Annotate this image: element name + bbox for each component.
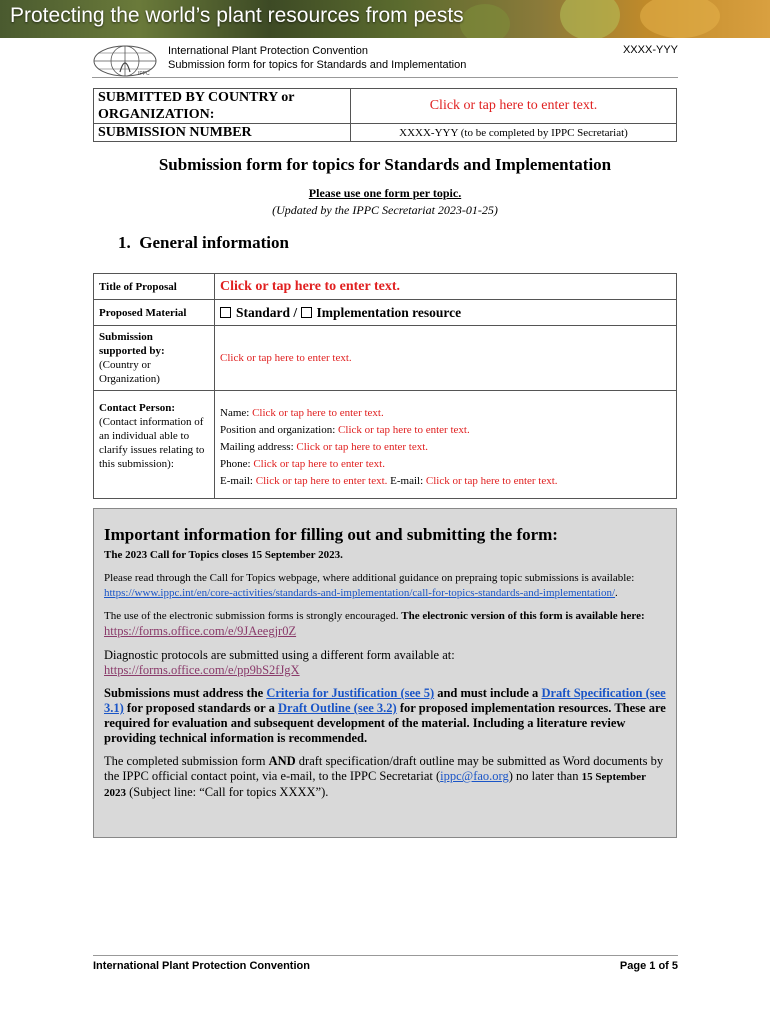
title-input[interactable]: Click or tap here to enter text. bbox=[215, 274, 677, 300]
implementation-checkbox[interactable] bbox=[301, 307, 312, 318]
contact-position-label: Position and organization: bbox=[220, 424, 336, 436]
general-info-table bbox=[93, 273, 677, 499]
submitted-by-label bbox=[94, 89, 351, 124]
implementation-label: Implementation resource bbox=[316, 304, 462, 320]
supported-input[interactable]: Click or tap here to enter text. bbox=[215, 326, 677, 391]
contact-mail-input[interactable]: Click or tap here to enter text. bbox=[296, 441, 429, 453]
contact-email-row bbox=[220, 473, 671, 490]
electronic-text: The use of the electronic submission forms is strongly encouraged. bbox=[104, 610, 402, 622]
contact-name-label: Name: bbox=[220, 407, 250, 419]
standard-checkbox[interactable] bbox=[220, 307, 231, 318]
banner-decoration bbox=[460, 4, 510, 38]
contact-label bbox=[94, 391, 215, 499]
contact-phone-input[interactable]: Click or tap here to enter text. bbox=[253, 458, 385, 470]
contact-label-bold: Contact Person: bbox=[99, 402, 176, 414]
completed-and: AND bbox=[268, 754, 296, 768]
must-text-4: for proposed implementation resources. These are required for evaluation and subsequent development of the material. Including a literature review providing technical information is recommended. bbox=[104, 701, 666, 745]
header-divider bbox=[92, 77, 678, 78]
completed-text-1: The completed submission form bbox=[104, 754, 269, 768]
standard-label: Standard / bbox=[236, 304, 298, 320]
banner-decoration bbox=[560, 0, 620, 38]
important-info-box bbox=[93, 508, 677, 838]
must-text-1: Submissions must address the bbox=[104, 686, 267, 700]
contact-position-input[interactable]: Click or tap here to enter text. bbox=[338, 424, 470, 436]
requirements-paragraph bbox=[104, 686, 666, 746]
contact-label-rest: (Contact information of an individual able to clarify issues relating to this submission): bbox=[99, 416, 205, 470]
contact-email2-label: E-mail: bbox=[390, 475, 424, 487]
ippc-logo-icon bbox=[92, 44, 158, 78]
electronic-bold: The electronic version of this form is available here: bbox=[401, 610, 645, 622]
contact-mail-row bbox=[220, 439, 671, 456]
material-label: Proposed Material bbox=[94, 300, 215, 326]
header-code: XXXX-YYY bbox=[622, 44, 678, 56]
contact-name-row bbox=[220, 405, 671, 422]
page-number: Page 1 of 5 bbox=[619, 960, 678, 972]
submitted-label-line2: ORGANIZATION: bbox=[98, 107, 215, 122]
submission-table bbox=[93, 88, 677, 142]
ippc-email-link[interactable]: ippc@fao.org bbox=[440, 769, 509, 783]
logo-text: IPPC bbox=[138, 71, 150, 77]
banner-decoration bbox=[640, 0, 720, 38]
criteria-link[interactable]: Criteria for Justification (see 5) bbox=[266, 686, 435, 700]
completed-text-4: (Subject line: “Call for topics XXXX”). bbox=[126, 785, 329, 799]
one-form-note: Please use one form per topic. bbox=[308, 186, 462, 200]
banner-title: Protecting the world’s plant resources from pests bbox=[10, 4, 464, 27]
material-options bbox=[215, 300, 677, 326]
contact-name-input[interactable]: Click or tap here to enter text. bbox=[252, 407, 384, 419]
draft-outline-link[interactable]: Draft Outline (see 3.2) bbox=[278, 701, 397, 715]
diagnostic-link[interactable]: https://forms.office.com/e/pp9bS2fJgX bbox=[104, 663, 300, 677]
completed-date: 15 September 2023 bbox=[104, 771, 646, 799]
must-text-3: for proposed standards or a bbox=[123, 701, 278, 715]
electronic-paragraph bbox=[104, 609, 666, 640]
submitted-label-line1: SUBMITTED BY COUNTRY or bbox=[98, 90, 295, 105]
draft-specification-link[interactable]: Draft Specification (see 3.1) bbox=[104, 686, 666, 715]
submission-number-value: XXXX-YYY (to be completed by IPPC Secretariat) bbox=[351, 124, 677, 142]
info-heading: Important information for filling out and submitting the form: bbox=[104, 525, 558, 544]
contact-email2-input[interactable]: Click or tap here to enter text. bbox=[425, 475, 558, 487]
contact-mail-label: Mailing address: bbox=[220, 441, 294, 453]
completed-text-2: draft specification/draft outline may be submitted as Word documents by the IPPC official contact point, via e-mail, to the IPPC Secretariat ( bbox=[104, 754, 664, 783]
completed-paragraph bbox=[104, 754, 666, 801]
call-closes: The 2023 Call for Topics closes 15 September 2023. bbox=[104, 549, 343, 561]
submission-number-label: SUBMISSION NUMBER bbox=[94, 124, 351, 142]
diagnostic-text: Diagnostic protocols are submitted using a different form available at: bbox=[104, 648, 455, 662]
contact-email-label: E-mail: bbox=[220, 475, 253, 487]
supported-label-bold: Submission supported by: bbox=[99, 331, 165, 357]
document-header bbox=[168, 44, 466, 72]
header-subtitle: Submission form for topics for Standards and Implementation bbox=[168, 59, 467, 71]
header-org: International Plant Protection Convention bbox=[168, 45, 368, 57]
contact-phone-row bbox=[220, 456, 671, 473]
section-heading: 1. General information bbox=[118, 233, 289, 252]
contact-position-row bbox=[220, 422, 671, 439]
footer-org: International Plant Protection Convention bbox=[93, 960, 310, 972]
call-for-topics-link[interactable]: https://www.ippc.int/en/core-activities/standards-and-implementation/call-for-topics-standards-and-implementation/ bbox=[104, 587, 616, 599]
footer-divider bbox=[93, 955, 678, 956]
read-paragraph: Please read through the Call for Topics webpage, where additional guidance on prepraing topic submissions is available: https://www.ippc.int/en/core-activities/standards-and-implementation/call-for-topics-standards-and-implementation/. bbox=[104, 572, 635, 599]
submitted-by-input[interactable]: Click or tap here to enter text. bbox=[351, 89, 677, 124]
page-title: Submission form for topics for Standards and Implementation bbox=[158, 155, 612, 174]
forms-link[interactable]: https://forms.office.com/e/9JAeegjr0Z bbox=[104, 624, 297, 638]
supported-label bbox=[94, 326, 215, 391]
read-text: Please read through the Call for Topics webpage, where additional guidance on prepraing topic submissions is available: bbox=[104, 572, 635, 584]
completed-text-3: ) no later than bbox=[508, 769, 582, 783]
contact-email-input[interactable]: Click or tap here to enter text. bbox=[255, 475, 388, 487]
header-banner bbox=[0, 0, 770, 38]
diagnostic-paragraph bbox=[104, 648, 666, 678]
title-label: Title of Proposal bbox=[94, 274, 215, 300]
contact-fields bbox=[215, 391, 677, 499]
supported-label-rest: (Country or Organization) bbox=[99, 359, 160, 385]
must-text-2: and must include a bbox=[434, 686, 542, 700]
updated-note: (Updated by the IPPC Secretariat 2023-01-25) bbox=[272, 203, 498, 217]
contact-phone-label: Phone: bbox=[220, 458, 251, 470]
